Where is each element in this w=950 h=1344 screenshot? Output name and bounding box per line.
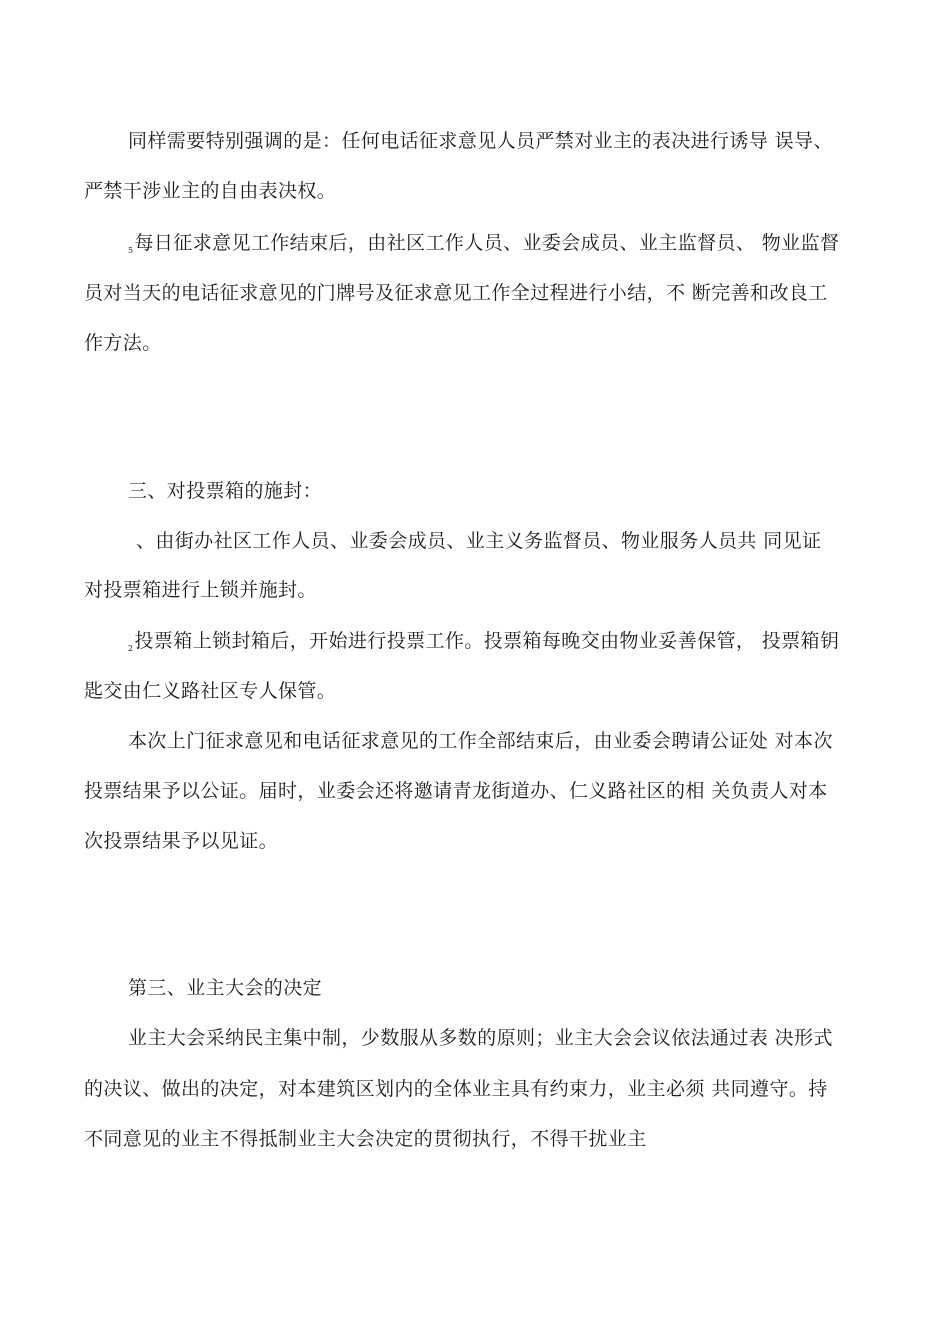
section-heading: 第三、业主大会的决定 xyxy=(128,977,323,999)
paragraph-line: 业主大会采纳民主集中制，少数服从多数的原则；业主大会会议依法通过表 决形式 xyxy=(128,1027,833,1049)
paragraph-line: 投票结果予以公证。届时，业委会还将邀请青龙街道办、仁义路社区的相 关负责人对本 xyxy=(84,780,828,802)
paragraph-line: 员对当天的电话征求意见的门牌号及征求意见工作全过程进行小结，不 断完善和改良工 xyxy=(84,282,828,304)
list-number: 5 xyxy=(128,246,134,255)
paragraph-line: 本次上门征求意见和电话征求意见的工作全部结束后，由业委会聘请公证处 对本次 xyxy=(128,730,833,752)
paragraph-line xyxy=(128,230,839,264)
paragraph-line: 的决议、做出的决定，对本建筑区划内的全体业主具有约束力，业主必须 共同遵守。持 xyxy=(84,1078,828,1100)
section-heading: 三、对投票箱的施封： xyxy=(128,480,323,502)
paragraph-line: 匙交由仁义路社区专人保管。 xyxy=(84,680,337,702)
paragraph-line: 作方法。 xyxy=(84,332,162,354)
paragraph-line: 严禁干涉业主的自由表决权。 xyxy=(84,180,337,202)
paragraph-line: 不同意见的业主不得抵制业主大会决定的贯彻执行，不得干扰业主 xyxy=(84,1128,647,1150)
paragraph-line: 对投票箱进行上锁并施封。 xyxy=(84,579,317,601)
paragraph-line: 、由街办社区工作人员、业委会成员、业主义务监督员、物业服务人员共 同见证 xyxy=(136,530,822,552)
paragraph-text: 每日征求意见工作结束后，由社区工作人员、业委会成员、业主监督员、 物业监督 xyxy=(134,232,840,254)
paragraph-line: 同样需要特别强调的是：任何电话征求意见人员严禁对业主的表决进行诱导 误导、 xyxy=(128,130,833,152)
paragraph-text: 投票箱上锁封箱后，开始进行投票工作。投票箱每晚交由物业妥善保管， 投票箱钥 xyxy=(134,630,840,652)
paragraph-line xyxy=(128,628,839,662)
paragraph-line: 次投票结果予以见证。 xyxy=(84,830,279,852)
list-number: 2 xyxy=(128,644,134,653)
